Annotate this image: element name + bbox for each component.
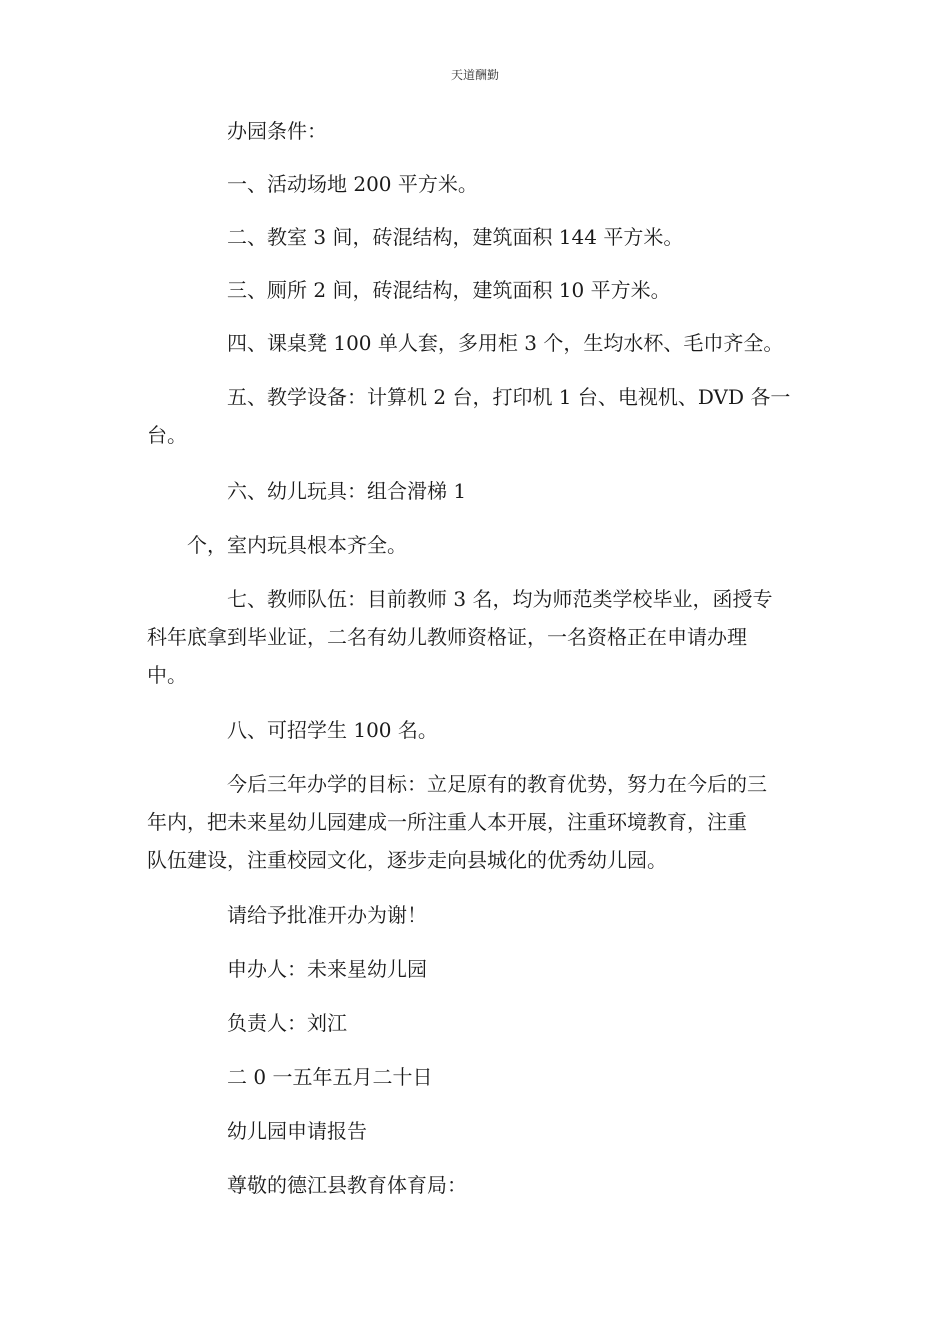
paragraph-item-2 bbox=[147, 218, 807, 256]
text-line: 八、可招学生 100 名。 bbox=[147, 718, 438, 742]
text-line: 申办人：未来星幼儿园 bbox=[147, 957, 427, 981]
text-line: 二、教室 3 间，砖混结构，建筑面积 144 平方米。 bbox=[147, 225, 684, 249]
text-line: 科年底拿到毕业证，二名有幼儿教师资格证，一名资格正在申请办理 bbox=[147, 625, 747, 649]
text-line: 七、教师队伍：目前教师 3 名，均为师范类学校毕业，函授专 bbox=[147, 587, 773, 611]
paragraph-responsible-person bbox=[147, 1004, 807, 1042]
paragraph-item-1 bbox=[147, 165, 807, 203]
paragraph-applicant bbox=[147, 950, 807, 988]
text-line: 幼儿园申请报告 bbox=[147, 1119, 367, 1143]
text-line: 办园条件： bbox=[147, 119, 327, 143]
paragraph-item-7 bbox=[147, 580, 807, 694]
paragraph-item-6-continued bbox=[147, 526, 807, 564]
text-line: 四、课桌凳 100 单人套，多用柜 3 个，生均水杯、毛巾齐全。 bbox=[147, 331, 784, 355]
text-line: 个，室内玩具根本齐全。 bbox=[147, 533, 407, 557]
text-line: 请给予批准开办为谢！ bbox=[147, 903, 427, 927]
paragraph-item-6 bbox=[147, 472, 807, 510]
text-line: 一、活动场地 200 平方米。 bbox=[147, 172, 478, 196]
text-line: 三、厕所 2 间，砖混结构，建筑面积 10 平方米。 bbox=[147, 278, 671, 302]
text-line: 台。 bbox=[147, 423, 187, 447]
paragraph-request bbox=[147, 896, 807, 934]
paragraph-item-5 bbox=[147, 378, 807, 454]
paragraph-salutation bbox=[147, 1166, 807, 1204]
text-line: 六、幼儿玩具：组合滑梯 1 bbox=[147, 479, 467, 503]
text-line: 中。 bbox=[147, 663, 187, 687]
paragraph-goals bbox=[147, 765, 807, 879]
text-line: 五、教学设备：计算机 2 台，打印机 1 台、电视机、DVD 各一 bbox=[147, 385, 791, 409]
text-line: 年内，把未来星幼儿园建成一所注重人本开展，注重环境教育，注重 bbox=[147, 810, 747, 834]
paragraph-item-4 bbox=[147, 324, 807, 362]
text-line: 负责人：刘江 bbox=[147, 1011, 347, 1035]
paragraph-report-title bbox=[147, 1112, 807, 1150]
text-line: 尊敬的德江县教育体育局： bbox=[147, 1173, 467, 1197]
text-line: 今后三年办学的目标：立足原有的教育优势，努力在今后的三 bbox=[147, 772, 767, 796]
paragraph-item-8 bbox=[147, 711, 807, 749]
text-line: 队伍建设，注重校园文化，逐步走向县城化的优秀幼儿园。 bbox=[147, 848, 667, 872]
paragraph-conditions-heading bbox=[147, 112, 807, 150]
paragraph-date bbox=[147, 1058, 807, 1096]
paragraph-item-3 bbox=[147, 271, 807, 309]
page-header: 天道酬勤 bbox=[450, 68, 499, 82]
text-line: 二 0 一五年五月二十日 bbox=[147, 1065, 433, 1089]
